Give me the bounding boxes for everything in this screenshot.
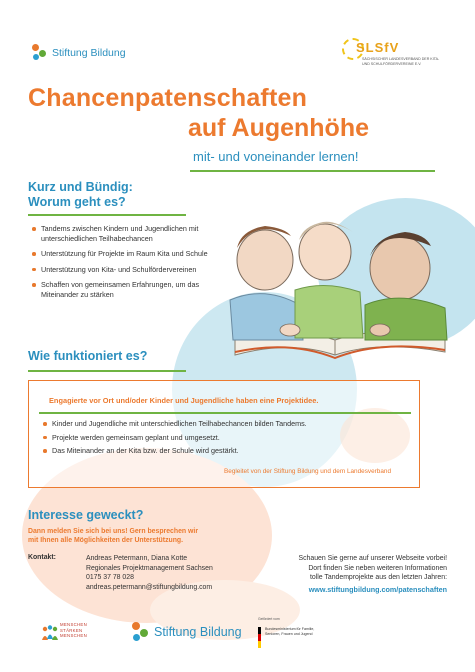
children-reading-illustration [195, 190, 465, 370]
heading-line: Worum geht es? [28, 195, 126, 209]
page-title-line2: auf Augenhöhe [188, 114, 370, 142]
kontakt-label: Kontakt: [28, 554, 56, 561]
bullet-icon [32, 283, 36, 287]
section-heading-kurz [28, 180, 133, 210]
list-item-text: Unterstützung für Projekte im Raum Kita und Schule [41, 249, 208, 259]
list-item-text: Das Miteinander an der Kita bzw. der Schule wird gestärkt. [52, 446, 239, 456]
german-flag-icon [258, 627, 263, 651]
stiftung-bildung-logo-text: Stiftung Bildung [52, 47, 126, 59]
bullet-icon [43, 449, 47, 453]
msm-word: STÄRKEN [60, 627, 83, 633]
section-heading-interesse: Interesse geweckt? [28, 508, 144, 522]
bullet-icon [32, 252, 36, 256]
bullet-icon [43, 422, 47, 426]
interesse-text-line: Dann melden Sie sich bei uns! Gern besprechen wir [28, 528, 199, 535]
bullet-icon [43, 436, 47, 440]
slsfv-subtitle: SÄCHSISCHER LANDESVERBAND DER KITA- UND SCHULFÖRDERVEREINE E.V. [362, 57, 440, 66]
process-box [28, 380, 420, 488]
people-icon [40, 624, 60, 644]
list-item-text: Tandems zwischen Kindern und Jugendlichen mit unterschiedlichen Teilhabechancen [41, 224, 199, 243]
section-heading-wie: Wie funktioniert es? [28, 349, 148, 363]
bmf-name: Bundesministerium für Familie, Senioren, Frauen und Jugend [265, 627, 315, 636]
interesse-text-line: mit Ihnen alle Möglichkeiten der Unterstützung. [28, 536, 184, 544]
contact-role: Regionales Projektmanagement Sachsen [86, 564, 213, 572]
website-info [247, 554, 447, 583]
divider [190, 170, 435, 172]
divider [39, 412, 411, 414]
heading-line: Kurz und Bündig: [28, 180, 133, 194]
menschen-staerken-menschen-logo [40, 618, 100, 650]
kontakt-details [86, 554, 213, 592]
stiftung-bildung-footer-text: Stiftung Bildung [154, 625, 242, 639]
slsfv-abbr: SLSfV [356, 40, 400, 55]
website-link[interactable]: www.stiftungbildung.com/patenschaften [308, 585, 447, 594]
contact-email[interactable]: andreas.petermann@stiftungbildung.com [86, 583, 213, 591]
contact-phone[interactable]: 0175 37 78 028 [86, 574, 134, 582]
msm-word: MENSCHEN [60, 622, 87, 627]
website-info-line: Schauen Sie gerne auf unserer Webseite vorbei! [298, 555, 447, 562]
bullet-icon [32, 227, 36, 231]
interesse-text [28, 528, 248, 545]
process-box-heading: Engagierte vor Ort und/oder Kinder und Jugendliche haben eine Projektidee. [49, 396, 319, 405]
list-item-text: Schaffen von gemeinsamen Erfahrungen, um das Miteinander zu stärken [41, 280, 200, 299]
list-item [43, 433, 413, 443]
process-box-footer: Begleitet von der Stiftung Bildung und dem Landesverband [224, 468, 391, 475]
list-item [43, 419, 413, 429]
stiftung-bildung-footer-logo [130, 622, 242, 642]
list-item-text: Kinder und Jugendliche mit unterschiedlichen Teilhabechancen bilden Tandems. [52, 419, 307, 428]
divider [28, 214, 186, 216]
list-item-text: Unterstützung von Kita- und Schulfördervereinen [41, 264, 197, 274]
stiftung-bildung-icon [30, 44, 48, 62]
stiftung-bildung-icon [130, 622, 150, 642]
msm-word: MENSCHEN [60, 633, 87, 638]
process-list [43, 419, 413, 460]
stiftung-bildung-logo [30, 44, 126, 62]
contact-names: Andreas Petermann, Diana Kotte [86, 555, 188, 562]
bmf-caption: Gefördert vom [258, 617, 280, 621]
list-item [43, 446, 413, 456]
slsfv-logo [342, 36, 442, 72]
website-info-line: tolle Tandemprojekte aus den letzten Jahren: [309, 574, 447, 582]
website-info-line: Dort finden Sie neben weiteren Informationen [308, 564, 447, 572]
divider [28, 370, 186, 372]
list-item-text: Projekte werden gemeinsam geplant und umgesetzt. [52, 432, 220, 442]
page-title-line1: Chancenpatenschaften [28, 84, 308, 112]
msm-text [60, 622, 87, 639]
bullet-icon [32, 268, 36, 272]
bmfsfj-logo [258, 617, 318, 657]
page-subtitle: mit- und voneinander lernen! [193, 149, 359, 164]
